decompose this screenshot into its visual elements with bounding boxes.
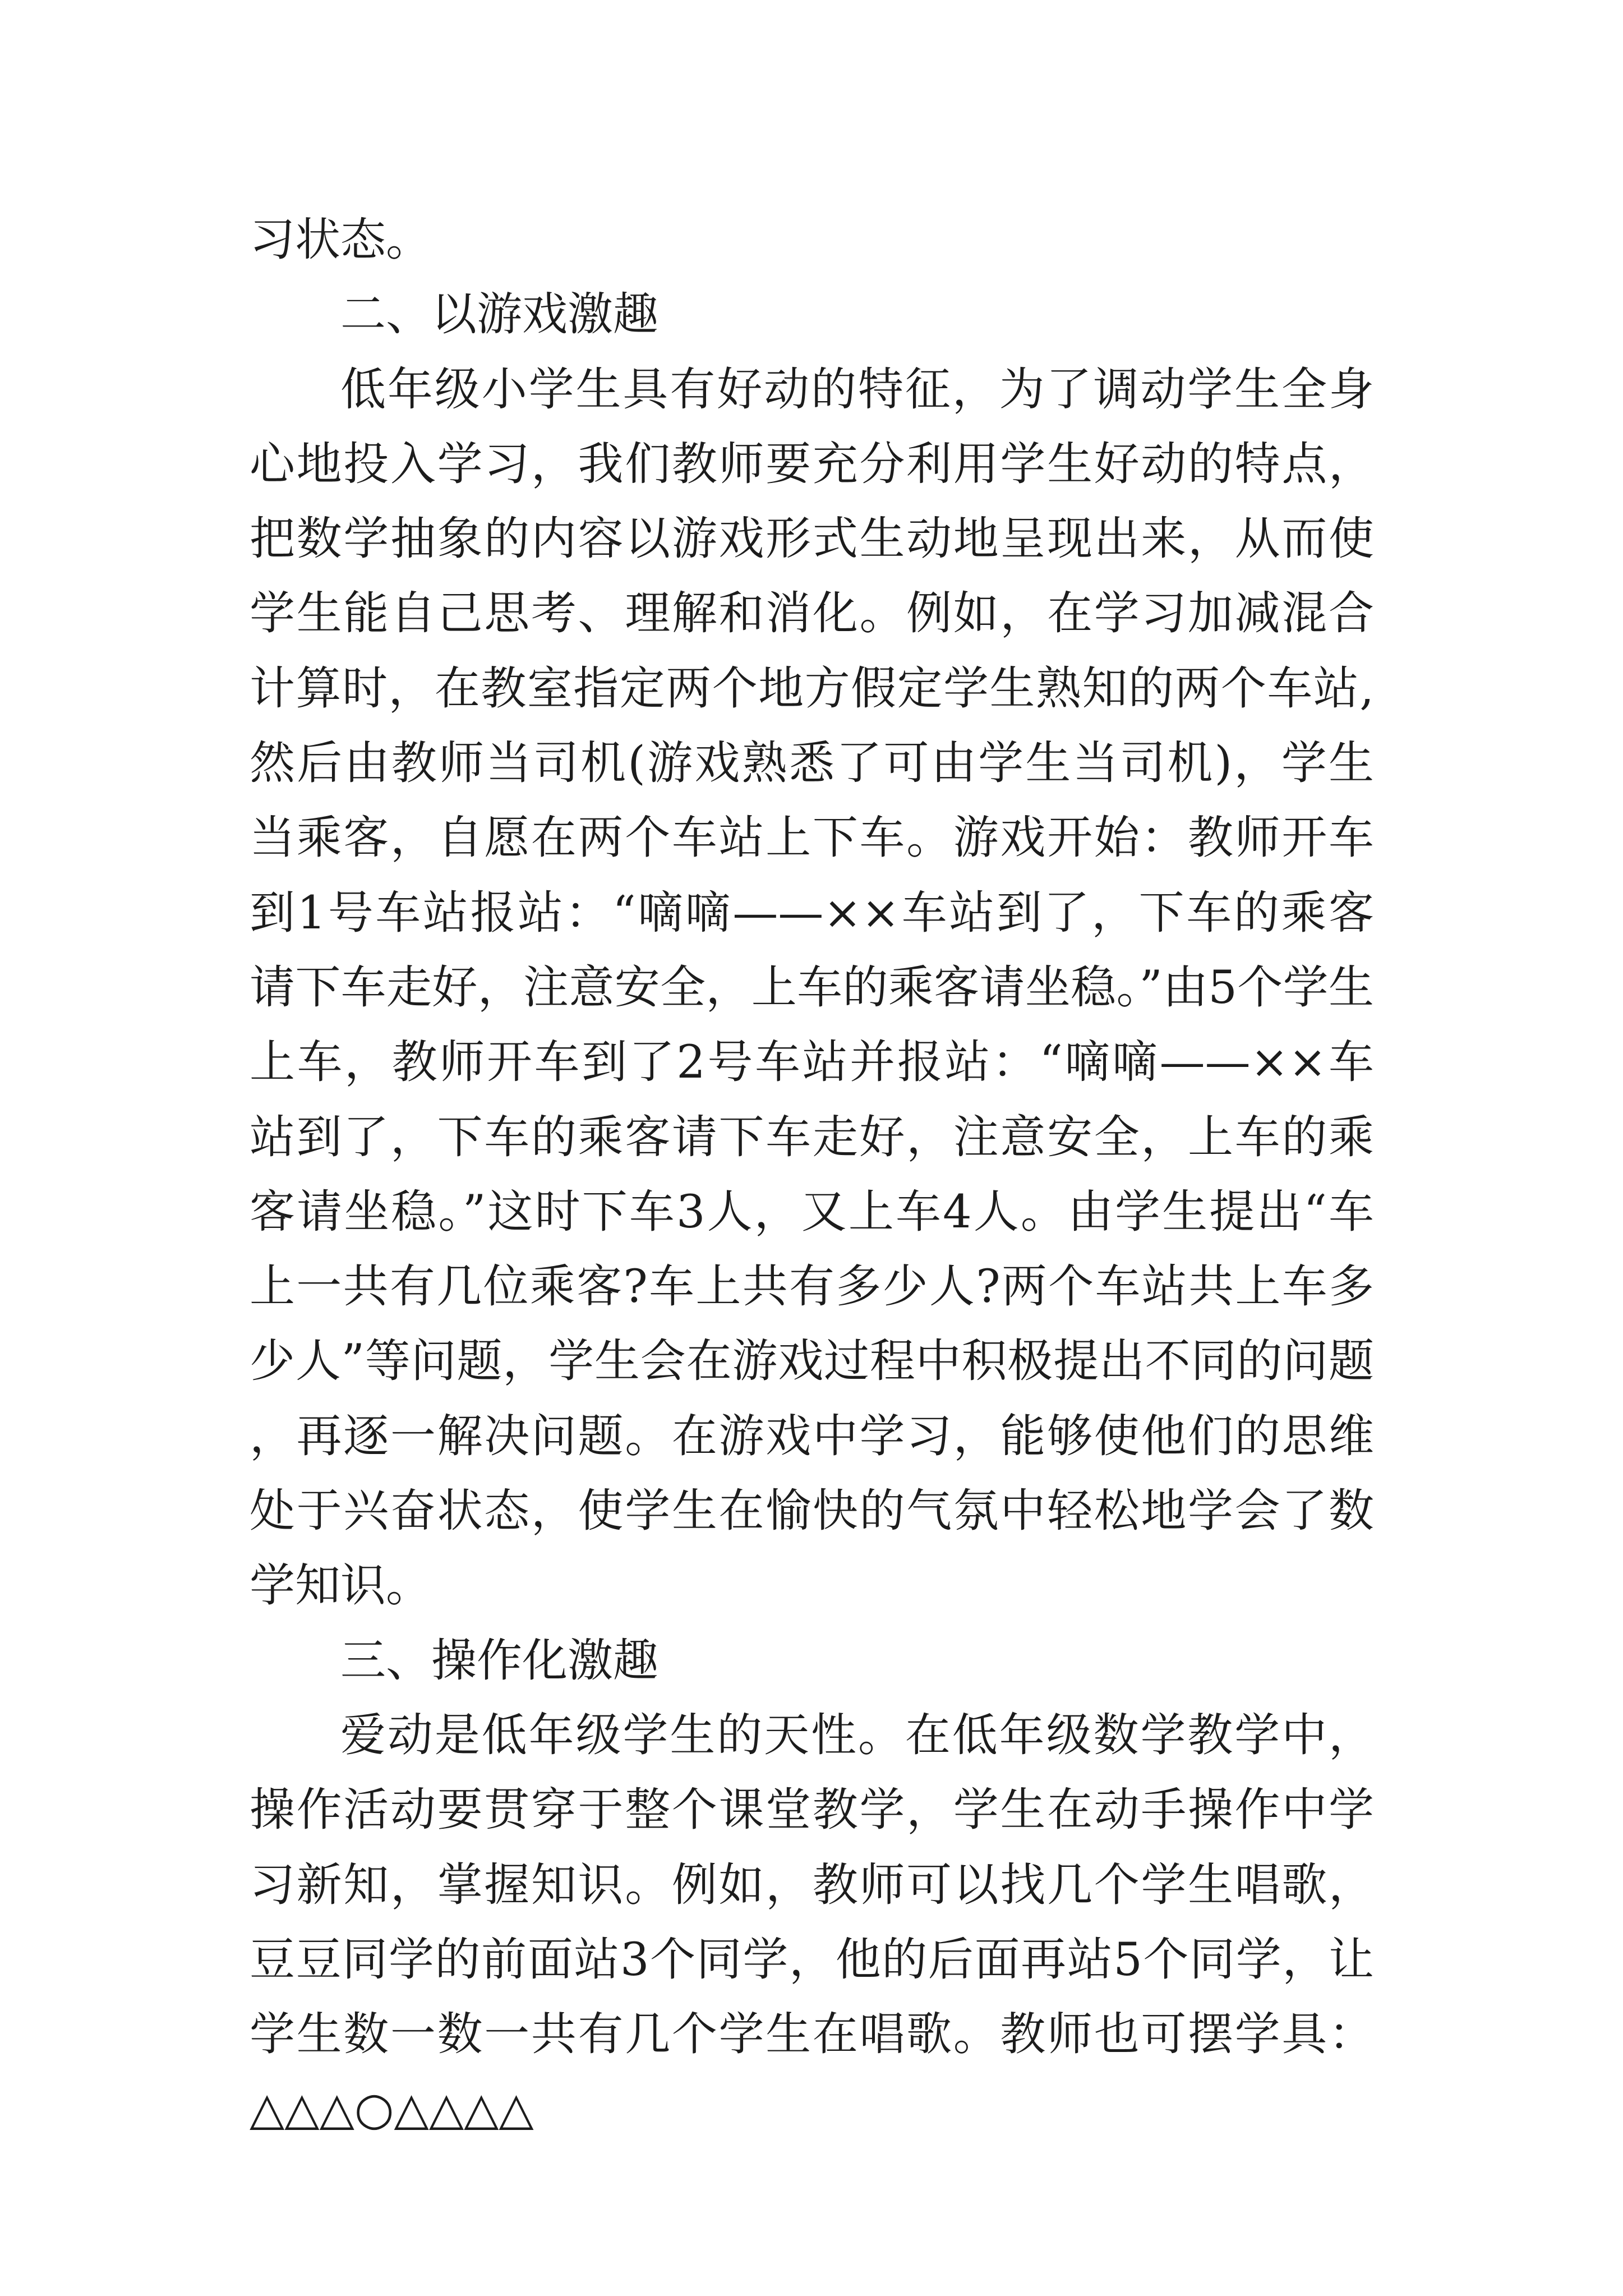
paragraph-hands-on-activities: 爱动是低年级学生的天性。在低年级数学教学中，操作活动要贯穿于整个课堂教学，学生在动手操作中学习新知，掌握知识。例如，教师可以找几个学生唱歌，豆豆同学的前面站3个同学，他的后面再站5个同学，让学生数一数一共有几个学生在唱歌。教师也可摆学具：△△△○△△△△ [250, 1709, 1374, 2136]
document-body [250, 203, 1374, 2147]
section-heading-3: 三、操作化激趣 [340, 1634, 659, 1687]
section-heading-2: 二、以游戏激趣 [340, 288, 659, 342]
paragraph-continuation: 习状态。 [250, 214, 432, 266]
paragraph-game-learning: 低年级小学生具有好动的特征，为了调动学生全身心地投入学习，我们教师要充分利用学生好动的特点，把数学抽象的内容以游戏形式生动地呈现出来，从而使学生能自己思考、理解和消化。例如，在学习加减混合计算时，在教室指定两个地方假定学生熟知的两个车站,然后由教师当司机(游戏熟悉了可由学生当司机)，学生当乘客，自愿在两个车站上下车。游戏开始：教师开车到1号车站报站：“嘀嘀——××车站到了，下车的乘客请下车走好，注意安全，上车的乘客请坐稳。”由5个学生上车，教师开车到了2号车站并报站：“嘀嘀——××车站到了，下车的乘客请下车走好，注意安全，上车的乘客请坐稳。”这时下车3人，又上车4人。由学生提出“车上一共有几位乘客?车上共有多少人?两个车站共上车多少人”等问题，学生会在游戏过程中积极提出不同的问题，再逐一解决问题。在游戏中学习，能够使他们的思维处于兴奋状态，使学生在愉快的气氛中轻松地学会了数学知识。 [250, 363, 1374, 1613]
